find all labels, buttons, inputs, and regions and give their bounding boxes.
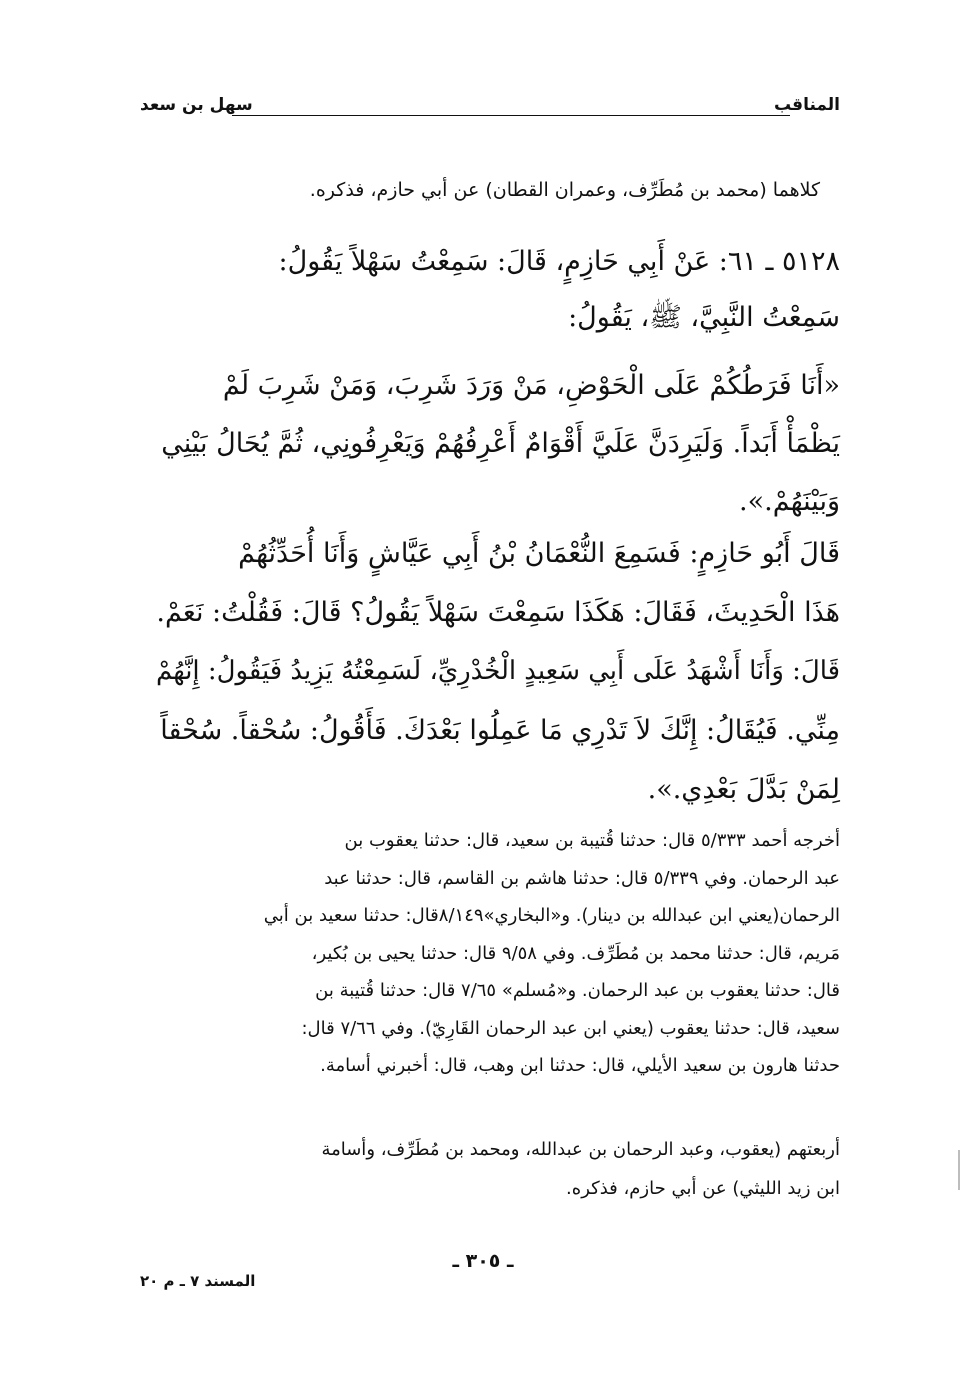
header-section-title: المناقب (773, 95, 840, 115)
text-line: كلاهما (محمد بن مُطَرِّف، وعمران القطان) عن أبي حازم، فذكره. (309, 179, 820, 201)
hadith-addendum (142, 524, 840, 819)
text-line: وَبَيْنَهُمْ.». (739, 486, 840, 517)
takhrij-paragraph (140, 822, 840, 1085)
chain-closing-line (140, 172, 820, 208)
text-line: ٥١٢٨ ـ ٦١: عَنْ أَبِي حَازِمٍ، قَالَ: سَمِعْتُ سَهْلاً يَقُولُ: (278, 246, 840, 277)
text-line: حدثنا هارون بن سعيد الأيلي، قال: حدثنا ابن وهب، قال: أخبرني أسامة. (320, 1055, 840, 1076)
text-line: قَالَ: وَأَنَا أَشْهَدُ عَلَى أَبِي سَعِيدٍ الْخُدْرِيِّ، لَسَمِعْتُهُ يَزِيدُ فَيَقُولُ: إِنَّهُمْ (156, 656, 840, 686)
scan-edge-mark (958, 1150, 960, 1190)
text-line: قَالَ أَبُو حَازِمٍ: فَسَمِعَ النُّعْمَانُ بْنُ أَبِي عَيَّاشٍ وَأَنَا أُحَدِّثُهُمْ (238, 538, 840, 569)
text-line: لِمَنْ بَدَّلَ بَعْدِي.». (647, 774, 840, 805)
text-line: هَذَا الْحَدِيثَ، فَقَالَ: هَكَذَا سَمِعْتَ سَهْلاً يَقُولُ؟ قَالَ: فَقُلْتُ: نَعَمْ. (156, 597, 840, 628)
hadith-chain (142, 234, 840, 346)
page-number: ـ ٣٠٥ ـ (452, 1250, 514, 1272)
header-companion-name: سهل بن سعد (140, 95, 253, 115)
text-line: عبد الرحمان. وفي ٥/٣٣٩ قال: حدثنا هاشم بن القاسم، قال: حدثنا عبد (324, 867, 840, 889)
text-line: الرحمان(يعني ابن عبدالله بن دينار). و«البخاري»٨/١٤٩قال: حدثنا سعيد بن أبي (263, 905, 840, 926)
text-line: قال: حدثنا يعقوب بن عبد الرحمان. و«مُسلم» ٧/٦٥ قال: حدثنا قُتيبة بن (315, 980, 840, 1001)
hadith-matn (142, 357, 840, 531)
text-line: أخرجه أحمد ٥/٣٣٣ قال: حدثنا قُتيبة بن سعيد، قال: حدثنا يعقوب بن (344, 830, 840, 851)
text-line: يَظْمَأْ أَبَداً. وَلَيَرِدَنَّ عَلَيَّ أَقْوَامٌ أَعْرِفُهُمْ وَيَعْرِفُونِي، ثُمَّ يُحَالُ بَيْنِي (161, 428, 840, 459)
running-header (140, 95, 840, 123)
text-line: أربعتهم (يعقوب، وعبد الرحمان بن عبدالله، ومحمد بن مُطَرِّف، وأسامة (321, 1139, 840, 1160)
text-line: «أَنَا فَرَطُكُمْ عَلَى الْحَوْضِ، مَنْ وَرَدَ شَرِبَ، وَمَنْ شَرِبَ لَمْ (222, 370, 840, 401)
print-signature: المسند ٧ ـ م ٢٠ (140, 1272, 256, 1290)
text-line: ابن زيد الليثي) عن أبي حازم، فذكره. (566, 1178, 840, 1199)
header-rule (232, 115, 790, 116)
text-line: مَريم، قال: حدثنا محمد بن مُطَرِّف. وفي ٩/٥٨ قال: حدثنا يحيى بن بُكير، (311, 942, 840, 964)
text-line: مِنِّي. فَيُقَالُ: إِنَّكَ لاَ تَدْرِي مَا عَمِلُوا بَعْدَكَ. فَأَقُولُ: سُحْقاً. سُحْقاً (160, 715, 840, 746)
text-line: سَمِعْتُ النَّبِيَّ، ﷺ، يَقُولُ: (568, 302, 840, 333)
text-line: سعيد، قال: حدثنا يعقوب (يعني ابن عبد الرحمان القَارِيّ). وفي ٧/٦٦ قال: (301, 1017, 840, 1039)
summary-paragraph (140, 1130, 840, 1208)
